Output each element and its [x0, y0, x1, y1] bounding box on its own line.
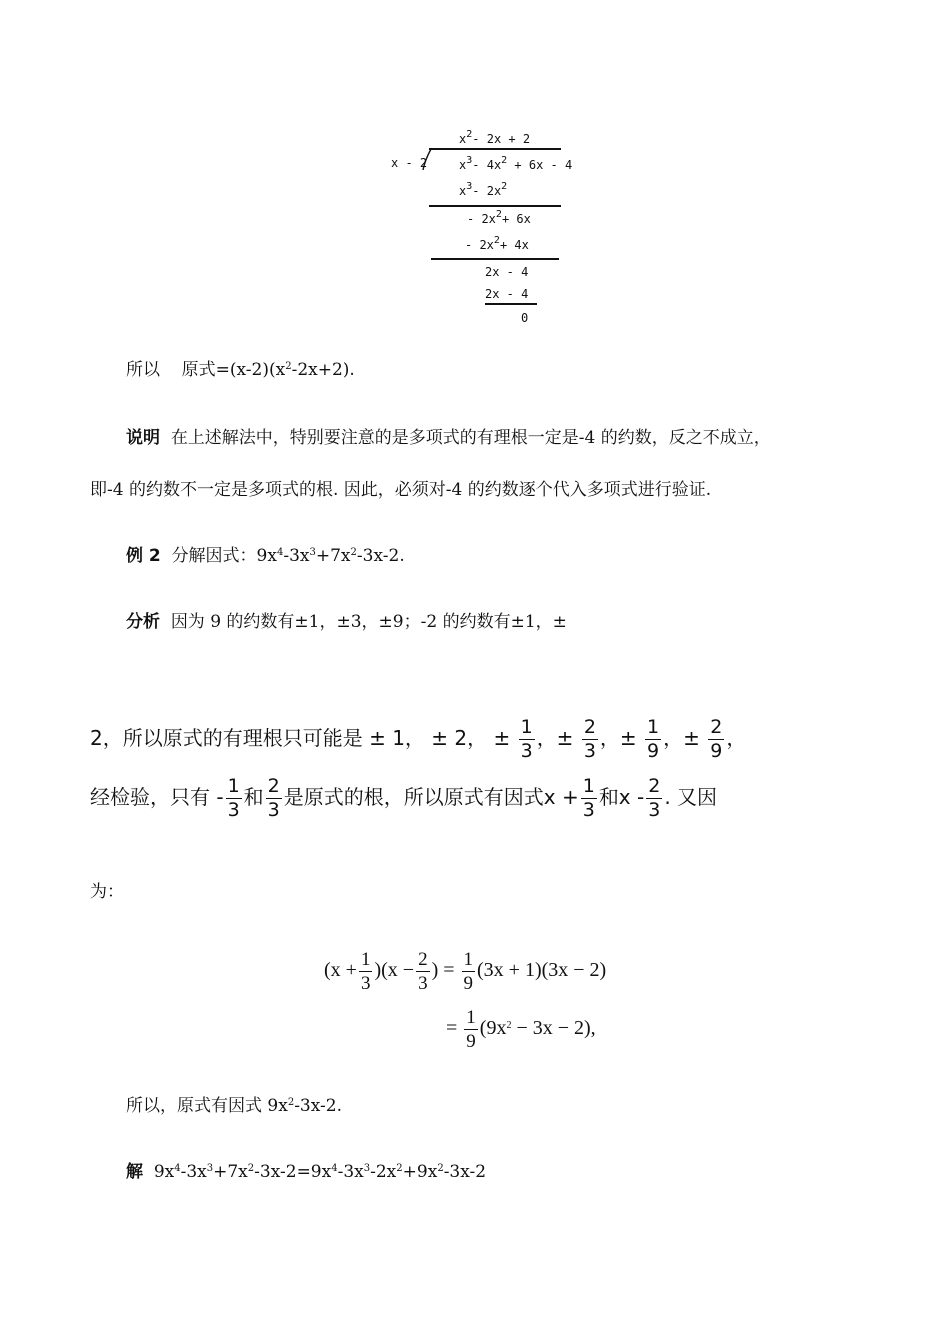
quotient: $x^2-$ 2x + 2 — [459, 129, 531, 146]
rule-1 — [429, 205, 561, 207]
paragraph-note-line1 — [126, 426, 771, 450]
eq-frac-1-3: $\frac{1}{3}$ — [360, 949, 371, 994]
quotient-line — [429, 148, 561, 150]
fraction-1-3-b: $\frac{1}{3}$ — [227, 775, 240, 821]
fraction-2-3-b: $\frac{2}{3}$ — [267, 775, 280, 821]
analysis-text: 因为 9 的约数有±1，±3，±9；-2 的约数有±1，± — [170, 612, 567, 632]
eq-frac-1-9-b: $\frac{1}{9}$ — [466, 1007, 476, 1052]
solution-label: 解 — [126, 1162, 143, 1182]
divisor: x - 2 — [391, 156, 428, 170]
remainder: 0 — [521, 311, 529, 325]
paragraph-result: 所以 原式$=(x-2)(x^2-2x+2)$. — [126, 360, 355, 380]
eq-frac-1-9: $\frac{1}{9}$ — [463, 949, 474, 994]
roots-line-2: 经检验，只有 - $\frac{1}{3}$ 和 $\frac{2}{3}$ 是原式的根，所以原式有因式x + $\frac{1}{3}$ 和x - $\frac{2}{3}$ . 又因 — [90, 775, 718, 821]
fraction-1-3-c: $\frac{1}{3}$ — [582, 775, 595, 821]
step-1: $x^3-$ $2x^2$ — [459, 181, 508, 198]
paragraph-wei: 为： — [90, 882, 124, 902]
equation-line-2: = $\frac{1}{9}$ $(9x^2 - 3x - 2)$, — [446, 1007, 596, 1052]
paragraph-factor: 所以，原式有因式 $9x^2-3x-2$. — [126, 1096, 342, 1116]
analysis — [126, 610, 567, 634]
roots-line-1: 2，所以原式的有理根只可能是 ± 1， ± 2， ± $\frac{1}{3}$ ，± $\frac{2}{3}$ ，± $\frac{1}{9}$ ，± $\frac{2}{9}$ ， — [90, 716, 747, 762]
lead-text: 所以 — [126, 360, 160, 380]
note-text-2: 即-4 的约数不一定是多项式的根. 因此，必须对-4 的约数逐个代入多项式进行验证. — [90, 480, 712, 500]
analysis-label: 分析 — [126, 612, 160, 632]
note-text-1: 在上述解法中，特别要注意的是多项式的有理根一定是-4 的约数，反之不成立， — [170, 428, 771, 448]
long-division-figure — [385, 128, 575, 328]
solution: 解 $9x^4-3x^3+7x^2-3x-2=9x^4-3x^3-2x^2+9x^2-3x-2$ — [126, 1162, 487, 1182]
fraction-1-9: $\frac{1}{9}$ — [647, 716, 660, 762]
note-label: 说明 — [126, 428, 160, 448]
example-2: 例 2 分解因式：$9x^4-3x^3+7x^2-3x-2$. — [126, 546, 405, 566]
step-4: 2x - 4 — [485, 265, 529, 279]
eq-frac-2-3: $\frac{2}{3}$ — [418, 949, 428, 994]
fraction-2-3-c: $\frac{2}{3}$ — [648, 775, 661, 821]
paragraph-note-line2 — [90, 478, 711, 502]
step-5: 2x - 4 — [485, 287, 529, 301]
fraction-2-9: $\frac{2}{9}$ — [710, 716, 723, 762]
rule-2 — [431, 258, 559, 260]
equation-line-1: (x + $\frac{1}{3}$ )(x − $\frac{2}{3}$ ) = $\frac{1}{9}$ (3x + 1)(3x − 2) — [324, 949, 607, 994]
rule-3 — [485, 303, 537, 305]
fraction-1-3: $\frac{1}{3}$ — [520, 716, 533, 762]
division-bracket — [421, 148, 433, 172]
result-text: 原式=(x-2)(x — [181, 360, 286, 380]
step-3: - $2x^2+ 4x$ — [465, 235, 529, 252]
dividend: $x^3-$ $4x^2 + 6x - 4$ — [459, 155, 573, 172]
step-2: - $2x^2+ 6x$ — [467, 209, 531, 226]
fraction-2-3: $\frac{2}{3}$ — [583, 716, 596, 762]
example-label: 例 2 — [126, 546, 161, 566]
